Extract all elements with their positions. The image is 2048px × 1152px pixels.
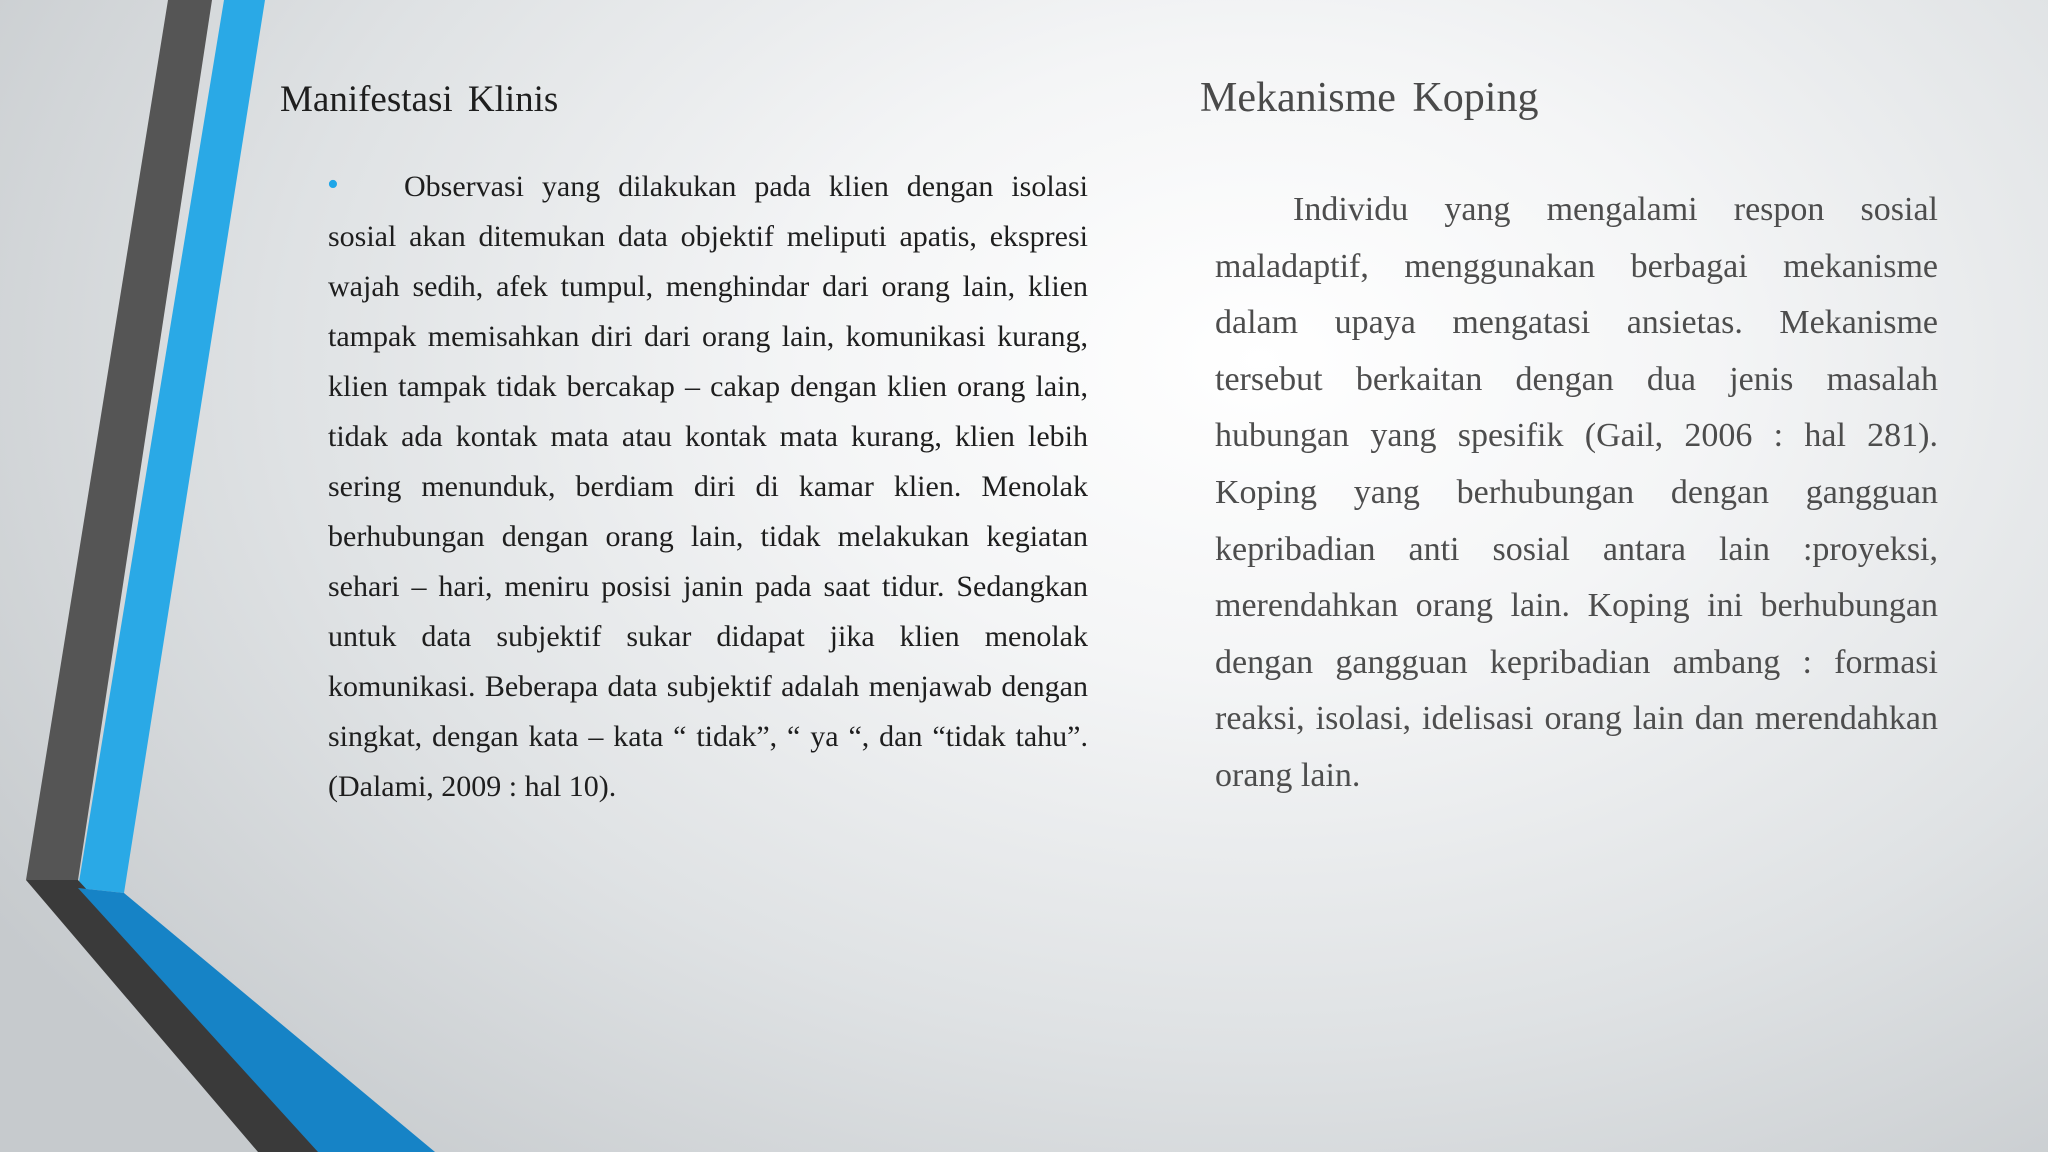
bullet-dot-icon: •	[327, 166, 339, 203]
right-section-title: Mekanisme Koping	[1200, 75, 1539, 121]
right-section-body: Individu yang mengalami respon sosial maladaptif, menggunakan berbagai mekanisme dalam upaya mengatasi ansietas. Mekanisme tersebut berkaitan dengan dua jenis masalah hubungan yang spesifik (Gail, 2006 : hal 281). Koping yang berhubungan dengan gangguan kepribadian anti sosial antara lain :proyeksi, merendahkan orang lain. Koping ini berhubungan dengan gangguan kepribadian ambang : formasi reaksi, isolasi, idelisasi orang lain dan merendahkan orang lain.	[1215, 191, 1938, 794]
left-section-title: Manifestasi Klinis	[280, 79, 559, 120]
left-section-body: Observasi yang dilakukan pada klien dengan isolasi sosial akan ditemukan data objektif meliputi apatis, ekspresi wajah sedih, afek tumpul, menghindar dari orang lain, klien tampak memisahkan diri dari orang lain, komunikasi kurang, klien tampak tidak bercakap – cakap dengan klien orang lain, tidak ada kontak mata atau kontak mata kurang, klien lebih sering menunduk, berdiam diri di kamar klien. Menolak berhubungan dengan orang lain, tidak melakukan kegiatan sehari – hari, meniru posisi janin pada saat tidur. Sedangkan untuk data subjektif sukar didapat jika klien menolak komunikasi. Beberapa data subjektif adalah menjawab dengan singkat, dengan kata – kata “ tidak”, “ ya “, dan “tidak tahu”. (Dalami, 2009 : hal 10).	[328, 170, 1088, 803]
